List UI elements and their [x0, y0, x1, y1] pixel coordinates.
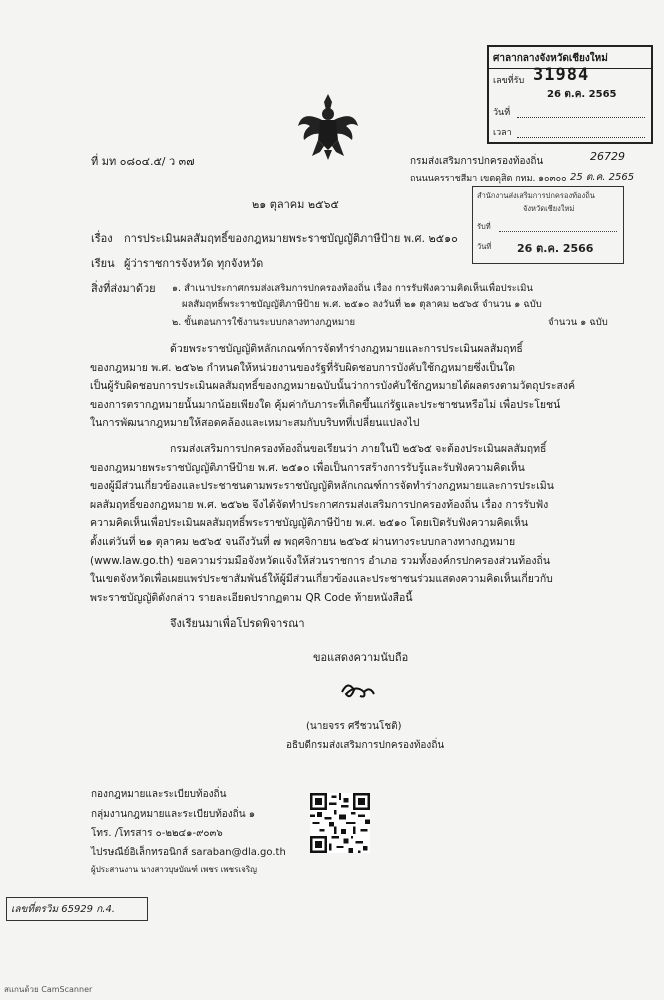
- signatory-title: อธิบดีกรมส่งเสริมการปกครองท้องถิ่น: [286, 740, 445, 751]
- stamp-date-label: วันที่: [493, 108, 511, 118]
- paragraph-line: ความคิดเห็นเพื่อประเมินผลสัมฤทธิ์พระราชบัญญัติภาษีป้าย พ.ศ. ๒๕๑๐ โดยเปิดรับฟังความคิดเห็น: [90, 517, 529, 530]
- paragraph-line: ด้วยพระราชบัญญัติหลักเกณฑ์การจัดทำร่างกฎหมายและการประเมินผลสัมฤทธิ์: [170, 343, 523, 355]
- handwritten-date: 25 ต.ค. 2565: [570, 172, 635, 183]
- stamp-receive-number: 31984: [533, 65, 590, 85]
- enclosure-item1-line1: ๑. สำเนาประกาศกรมส่งเสริมการปกครองท้องถิ่น เรื่อง การรับฟังความคิดเห็นเพื่อประเมิน: [172, 283, 533, 294]
- stamp-title: ศาลากลางจังหวัดเชียงใหม่: [489, 47, 651, 69]
- paragraph-line: เป็นผู้รับผิดชอบการประเมินผลสัมฤทธิ์ของกฎหมายฉบับนั้นว่าการบังคับใช้กฎหมายได้ผลตรงตามวัตถุประสงค์: [90, 380, 576, 393]
- office-stamp-line2: จังหวัดเชียงใหม่: [523, 204, 575, 213]
- paragraph-line: ของผู้มีส่วนเกี่ยวข้องและประชาชนตามพระราชบัญญัติหลักเกณฑ์การจัดทำร่างกฎหมายและการประเมิน: [90, 480, 554, 493]
- qr-code-icon[interactable]: [310, 793, 370, 853]
- garuda-emblem-icon: [296, 90, 360, 162]
- office-stamp-receive-label: รับที่: [477, 222, 491, 231]
- department-address: ถนนนครราชสีมา เขตดุสิต กทม. ๑๐๓๐๐: [410, 174, 567, 184]
- paragraph-line: กรมส่งเสริมการปกครองท้องถิ่นขอเรียนว่า ภายในปี ๒๕๖๕ จะต้องประเมินผลสัมฤทธิ์: [170, 443, 547, 455]
- to-label: เรียน: [91, 257, 115, 270]
- subject-text: การประเมินผลสัมฤทธิ์ของกฎหมายพระราชบัญญัติภาษีป้าย พ.ศ. ๒๕๑๐: [124, 232, 458, 245]
- contact-email: ไปรษณีย์อิเล็กทรอนิกส์ saraban@dla.go.th: [91, 847, 286, 858]
- body-paragraph-1: [90, 340, 620, 433]
- paragraph-line: ในการพัฒนากฎหมายให้สอดคล้องและเหมาะสมกับบริบทที่เปลี่ยนแปลงไป: [90, 417, 420, 430]
- department-name: กรมส่งเสริมการปกครองท้องถิ่น: [410, 156, 544, 167]
- body-paragraph-2: [90, 440, 620, 607]
- handwritten-box: [6, 897, 148, 921]
- enclosure-item1-line2: ผลสัมฤทธิ์พระราชบัญญัติภาษีป้าย พ.ศ. ๒๕๑๐ ลงวันที่ ๒๑ ตุลาคม ๒๕๖๕ จำนวน ๑ ฉบับ: [182, 299, 542, 310]
- paragraph-line: ผลสัมฤทธิ์ของกฎหมาย พ.ศ. ๒๕๖๒ จึงได้จัดทำประกาศกรมส่งเสริมการปกครองท้องถิ่น เรื่อง การรับฟัง: [90, 498, 549, 511]
- court-receipt-stamp: [487, 45, 653, 144]
- paragraph-line: ของกฎหมาย พ.ศ. ๒๕๖๒ กำหนดให้หน่วยงานของรัฐที่รับผิดชอบการบังคับใช้กฎหมายซึ่งเป็นใด: [90, 361, 516, 374]
- letter-date: ๒๑ ตุลาคม ๒๕๖๕: [252, 198, 339, 211]
- stamp-receive-date: 26 ต.ค. 2565: [547, 89, 617, 100]
- paragraph-line: ของกฎหมายพระราชบัญญัติภาษีป้าย พ.ศ. ๒๕๑๐ เพื่อเป็นการสร้างการรับรู้และรับฟังความคิดเห็น: [90, 461, 525, 474]
- handwritten-box-text: เลขที่ตรวิม 65929 ก.4.: [11, 904, 115, 915]
- stamp-receive-label: เลขที่รับ: [493, 76, 525, 86]
- paragraph-line: (www.law.go.th) ขอความร่วมมือจังหวัดแจ้งให้ส่วนราชการ อำเภอ รวมทั้งองค์กรปกครองส่วนท้องถิ่น: [90, 554, 551, 567]
- contact-division: กองกฎหมายและระเบียบท้องถิ่น: [91, 789, 227, 800]
- scanner-watermark: สแกนด้วย CamScanner: [4, 985, 93, 994]
- enclosure-item2: ๒. ขั้นตอนการใช้งานระบบกลางทางกฎหมาย: [172, 317, 356, 328]
- paragraph-line: ตั้งแต่วันที่ ๒๑ ตุลาคม ๒๕๖๕ จนถึงวันที่ ๗ พฤศจิกายน ๒๕๖๕ ผ่านทางระบบกลางทางกฎหมาย: [90, 535, 516, 548]
- enclosure-label: สิ่งที่ส่งมาด้วย: [91, 282, 156, 295]
- subject-label: เรื่อง: [91, 232, 113, 245]
- contact-coordinator: ผู้ประสานงาน นางสาวบุษบัณฑ์ เพชร เพชรเจริญ: [91, 865, 257, 874]
- paragraph-line: ของการตรากฎหมายนั้นมากน้อยเพียงใด คุ้มค่ากับภาระที่เกิดขึ้นแก่รัฐและประชาชนหรือไม่ เพื่อประโยชน์: [90, 398, 561, 411]
- stamp-time-label: เวลา: [493, 128, 512, 138]
- contact-phone: โทร. /โทรสาร ๐-๒๒๔๑-๙๐๓๖: [91, 828, 223, 839]
- sign-off: ขอแสดงความนับถือ: [313, 651, 409, 664]
- enclosure-item2-count: จำนวน ๑ ฉบับ: [548, 317, 608, 328]
- paragraph-line: พระราชบัญญัติดังกล่าว รายละเอียดปรากฏตาม QR Code ท้ายหนังสือนี้: [90, 591, 413, 604]
- handwritten-number: 26729: [590, 150, 625, 163]
- signatory-name: (นายจรร ศรีชวนโชติ): [306, 721, 402, 732]
- to-text: ผู้ว่าราชการจังหวัด ทุกจังหวัด: [124, 257, 264, 270]
- closing-request: จึงเรียนมาเพื่อโปรดพิจารณา: [170, 617, 305, 630]
- signature-icon: [338, 678, 378, 702]
- doc-number: ที่ มท ๐๘๐๔.๕/ ว ๓๗: [91, 155, 195, 168]
- paragraph-line: ในเขตจังหวัดเพื่อเผยแพร่ประชาสัมพันธ์ให้ผู้มีส่วนเกี่ยวข้องและประชาชนร่วมแสดงความคิดเห็นเกี่ยวกับ: [90, 573, 553, 586]
- office-stamp-date-label: วันที่: [477, 242, 492, 251]
- office-stamp-line1: สำนักงานส่งเสริมการปกครองท้องถิ่น: [477, 191, 595, 200]
- office-stamp-date: 26 ต.ค. 2566: [517, 242, 594, 255]
- office-receipt-stamp: [472, 186, 624, 264]
- contact-group: กลุ่มงานกฎหมายและระเบียบท้องถิ่น ๑: [91, 809, 256, 820]
